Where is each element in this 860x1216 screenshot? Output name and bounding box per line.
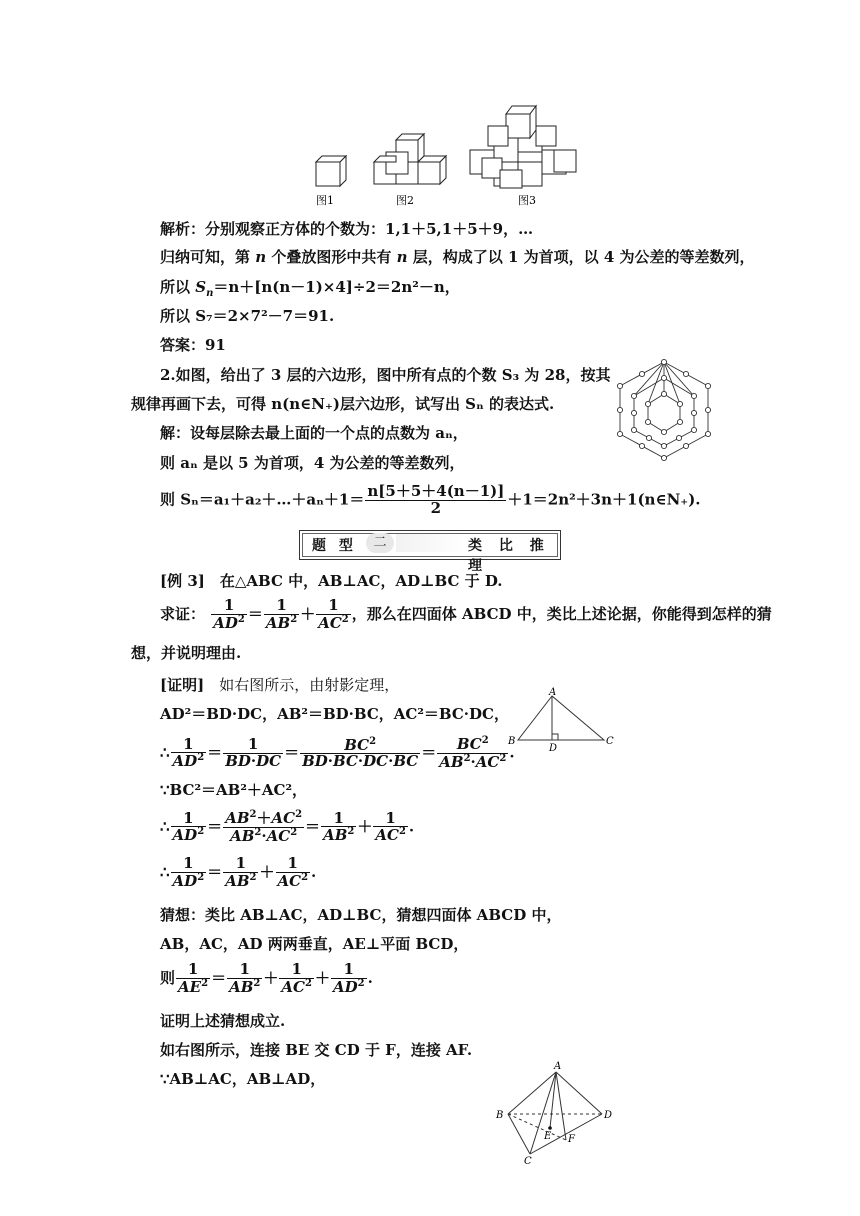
s1-l3b: ＝n＋[n(n－1)×4]÷2＝2n²－n， [213,278,460,296]
conjecture-2: AB，AC，AD 两两垂直，AE⊥平面 BCD， [160,935,469,953]
banner-title: 类 比 推 理 [468,538,550,574]
tet-label-f: F [568,1134,575,1145]
answer-1: 答案：91 [160,336,226,354]
conj3-pre: 则 [160,968,176,987]
example3-prove-line2: 想，并说明理由. [131,644,242,662]
tri-label-a: A [549,687,557,698]
sol3-post: ＋1＝2n²＋3n＋1(n∈N₊). [507,490,701,509]
s1-l2c: 层，构成了以 1 为首项，以 4 为公差的等差数列， [407,248,755,266]
tetrahedron-figure [490,1058,620,1166]
example3-text: 在△ABC 中，AB⊥AC，AD⊥BC 于 D. [204,572,503,590]
solution1-line1: 解析：分别观察正方体的个数为：1,1＋5,1＋5＋9，… [160,220,534,238]
tet-label-b: B [496,1110,504,1121]
proof-eq4: ∴ $\frac{1}{AD^2}$ ＝ $\frac{AB^2+AC^2}{AB^2\cdot AC^2}$ ＝ $\frac{1}{AB^2}$ ＋ $\frac{1}{AC^2}$ . [160,808,415,845]
example3-statement [160,570,503,591]
proof-intro [160,674,399,695]
right-triangle-figure [504,686,616,752]
problem2-sol1: 解：设每层除去最上面的一个点的点数为 aₙ， [160,424,468,442]
sol3-numerator: n[5＋5＋4(n－1)] [367,482,505,500]
proof-eq2: ∴ $\frac{1}{AD^2}$ ＝ $\frac{1}{BD\cdot DC}$ ＝ $\frac{BC^2}{BD\cdot BC\cdot DC\cdot BC}$ ＝ $\frac{BC^2}{AB^2\cdot AC^2}$ . [160,734,515,771]
s1-l2-n2: n [396,248,408,266]
problem2-sol3 [160,484,701,517]
solution1-line3: 所以 $S_n=n+[n(n-1)\times 4]\div 2=2n^2-n$， [160,278,460,299]
example3-prove: 求证： $\frac{1}{AD^2}$ ＝ $\frac{1}{AB^2}$ ＋ $\frac{1}{AC^2}$ ，那么在四面体 ABCD 中，类比上述论据，你能得到怎样的猜 [160,596,772,632]
tri-label-d: D [549,743,558,752]
tet-label-a: A [554,1061,562,1072]
proof-tag: [证明] [160,676,205,694]
sol3-denominator: 2 [430,498,442,517]
solution1-line4: 所以 S₇＝2×7²－7＝91. [160,307,335,325]
solution1-line2 [160,246,755,267]
proof-eq1: AD²＝BD·DC，AB²＝BD·BC，AC²＝BC·DC， [160,705,509,723]
tet-label-d: D [604,1110,613,1121]
because-line: ∵AB⊥AC，AB⊥AD， [160,1070,326,1088]
tet-label-c: C [524,1156,532,1166]
caption-2: 图2 [396,194,414,207]
example3-tag: [例 3] [160,572,205,590]
s1-l3a: 所以 [160,278,196,296]
banner-number: 二 [366,533,394,553]
sol3-pre: 则 Sₙ＝a₁＋a₂＋…＋aₙ＋1＝ [160,490,365,509]
s1-l2b: 个叠放图形中共有 [266,248,397,266]
caption-3: 图3 [518,194,536,207]
section-banner [299,530,561,574]
s1-l2-n1: n [255,248,267,266]
tri-label-c: C [606,736,614,747]
problem2-line2: 规律再画下去，可得 n(n∈N₊)层六边形，试写出 Sₙ 的表达式. [131,395,555,413]
tri-label-b: B [508,736,516,747]
banner-label: 题 型 [312,538,357,554]
caption-1: 图1 [316,194,334,207]
s1-l2a: 归纳可知，第 [160,248,256,266]
prove-pre: 求证： [160,604,206,623]
proof-eq3: ∵BC²＝AB²＋AC²， [160,781,308,799]
tet-label-e: E [544,1131,552,1142]
problem2-line1: 2.如图，给出了 3 层的六边形，图中所有点的个数 S₃ 为 28，按其 [160,366,611,384]
problem2-sol2: 则 aₙ 是以 5 为首项，4 为公差的等差数列， [160,454,465,472]
hexagon-dot-figure [608,358,720,462]
prove-post: ，那么在四面体 ABCD 中，类比上述论据，你能得到怎样的猜 [351,604,772,623]
verify-line: 证明上述猜想成立. [160,1012,286,1030]
cube-stack-figure [300,100,590,210]
conjecture-1: 猜想：类比 AB⊥AC，AD⊥BC，猜想四面体 ABCD 中， [160,906,562,924]
connect-line: 如右图所示，连接 BE 交 CD 于 F，连接 AF. [160,1041,473,1059]
proof-eq5: ∴ $\frac{1}{AD^2}$ ＝ $\frac{1}{AB^2}$ ＋ $\frac{1}{AC^2}$ . [160,854,317,890]
proof-intro-text: 如右图所示，由射影定理， [204,676,400,694]
conjecture-3: 则 $\frac{1}{AE^2}$ ＝ $\frac{1}{AB^2}$ ＋ $\frac{1}{AC^2}$ ＋ $\frac{1}{AD^2}$ . [160,960,373,996]
